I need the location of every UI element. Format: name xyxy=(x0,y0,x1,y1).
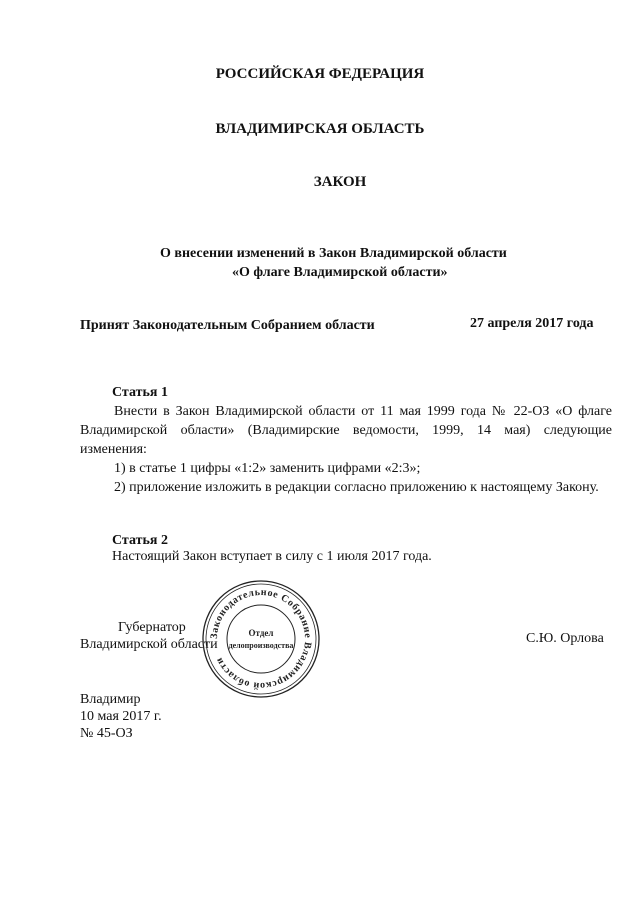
footer-city: Владимир xyxy=(80,692,141,707)
signatory-name: С.Ю. Орлова xyxy=(526,631,604,646)
stamp-center-line2: делопроизводства xyxy=(228,641,294,650)
stamp-center-line1: Отдел xyxy=(248,628,274,638)
law-title-line2: «О флаге Владимирской области» xyxy=(232,265,448,280)
article1-intro: Внести в Закон Владимирской области от 11 мая 1999 года № 22-ОЗ «О флаге Владимирской области» (Владимирские ведомости, 1999, 14 мая) следующие изменения: xyxy=(80,404,612,457)
adopted-date: 27 апреля 2017 года xyxy=(470,316,594,331)
article1-item2: 2) приложение изложить в редакции согласно приложению к настоящему Закону. xyxy=(114,480,599,495)
adopted-label: Принят Законодательным Собранием области xyxy=(80,318,375,333)
article2-text: Настоящий Закон вступает в силу с 1 июля 2017 года. xyxy=(112,549,432,564)
document-type-heading: ЗАКОН xyxy=(313,174,367,190)
article1-item1: 1) в статье 1 цифры «1:2» заменить цифрами «2:3»; xyxy=(114,461,421,476)
footer-date: 10 мая 2017 г. xyxy=(80,709,162,724)
region-heading: ВЛАДИМИРСКАЯ ОБЛАСТЬ xyxy=(215,121,425,137)
article1-heading: Статья 1 xyxy=(112,385,168,400)
official-stamp xyxy=(200,578,322,700)
law-title-line1: О внесении изменений в Закон Владимирской области xyxy=(160,246,507,261)
signatory-title-line2: Владимирской области xyxy=(80,637,218,652)
footer-number: № 45-ОЗ xyxy=(80,726,133,741)
article2-heading: Статья 2 xyxy=(112,533,168,548)
stamp-ring-text: Законодательное Собрание Владимирской области xyxy=(208,586,314,692)
country-heading: РОССИЙСКАЯ ФЕДЕРАЦИЯ xyxy=(215,66,425,82)
signatory-title-line1: Губернатор xyxy=(118,620,186,635)
